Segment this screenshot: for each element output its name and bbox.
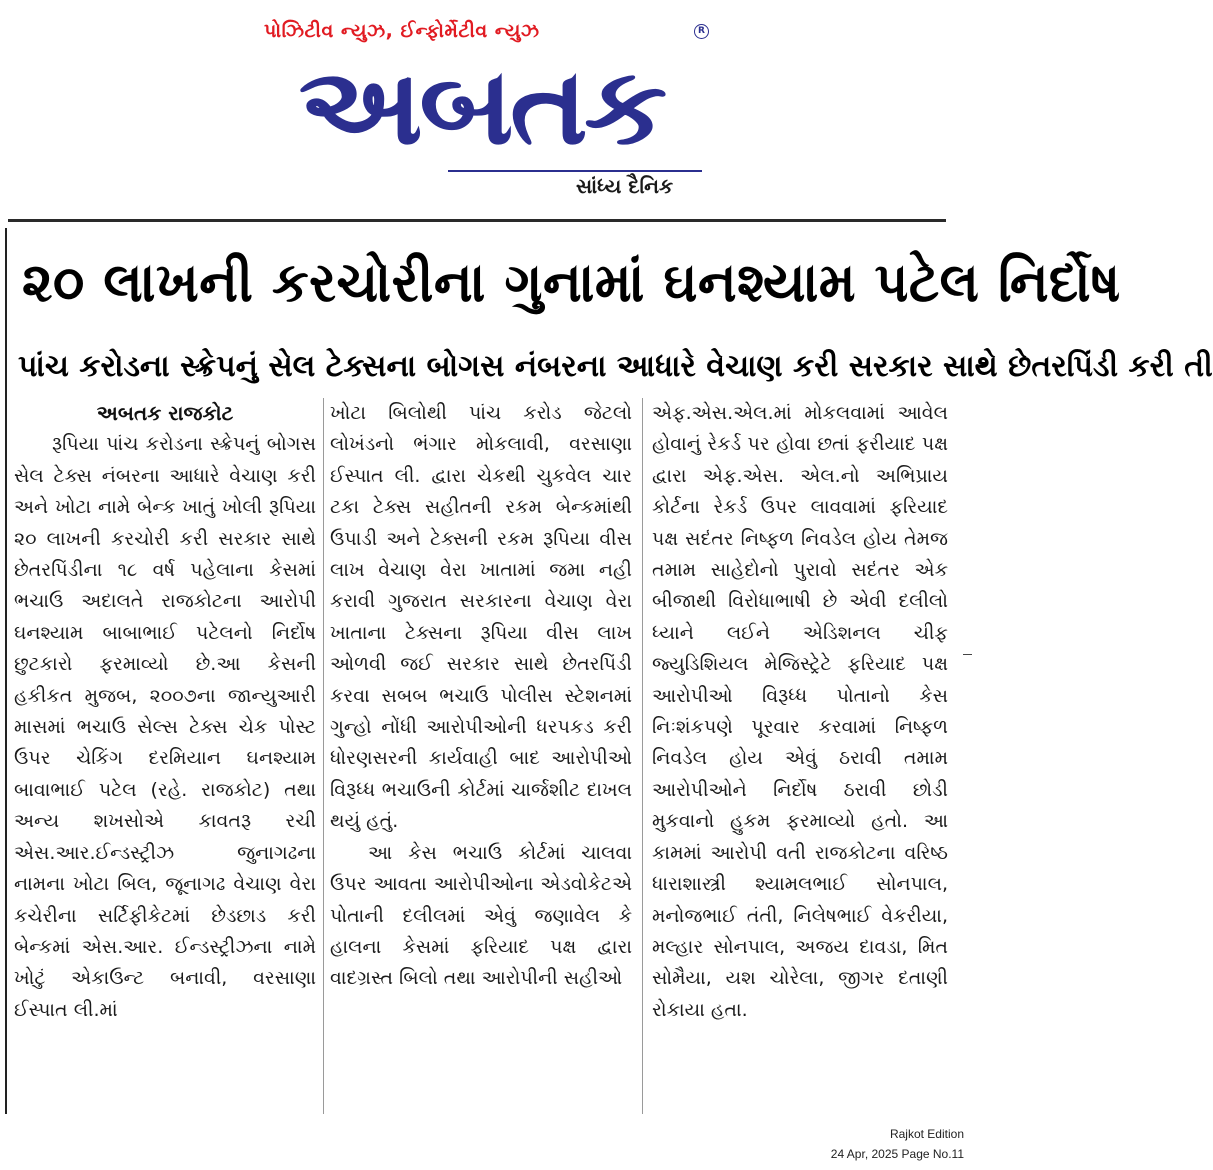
edition-type: સાંધ્ય દૈનિક (576, 174, 674, 198)
article-column-2 (330, 398, 632, 995)
header-divider (8, 219, 946, 222)
column-2-paragraph: આ કેસ ભચાઉ કોર્ટમાં ચાલવા ઉપર આવતા આરોપીઓના એડવોકેટએ પોતાની દલીલમાં એવું જણાવેલ કે હાલના કેસમાં ફરિયાદ પક્ષ દ્વારા વાદગ્રસ્ત બિલો તથા આરોપીની સહીઓ (330, 841, 632, 990)
column-3-paragraph: એફ.એસ.એલ.માં મોકલવામાં આવેલ હોવાનું રેકર્ડ પર હોવા છતાં ફરીયાદ પક્ષ દ્વારા એફ.એસ. એલ.નો અભિપ્રાય કોર્ટના રેકર્ડ ઉપર લાવવામાં ફરિયાદ પક્ષ સદંતર નિષ્ફળ નિવડેલ હોય તેમજ તમામ સાહેદોનો પુરાવો સદંતર એક બીજાથી વિરોધાભાષી છે એવી દલીલો ધ્યાને લઈને એડિશનલ ચીફ જ્યુડિશિયલ મેજિસ્ટ્રેટે ફરિયાદ પક્ષ આરોપીઓ વિરૂધ્ધ પોતાનો કેસ નિઃશંકપણે પૂરવાર કરવામાં નિષ્ફળ નિવડેલ હોય એવું ઠરાવી તમામ આરોપીઓને નિર્દોષ ઠરાવી છોડી મુકવાનો હુકમ ફરમાવ્યો હતો. આ કામમાં આરોપી વતી રાજકોટના વરિષ્ઠ ધારાશાસ્ત્રી શ્યામલભાઈ સોનપાલ, મનોજભાઈ તંતી, નિલેષભાઈ વેકરીયા, મલ્હાર સોનપાલ, અજય દાવડા, મિત સોમૈયા, યશ ચોરેલા, જીગર દતાણી રોકાયા હતા. (652, 402, 948, 1021)
article-column-3 (652, 398, 948, 1026)
column-2-paragraph: ખોટા બિલોથી પાંચ કરોડ જેટલો લોખંડનો ભંગાર મોકલાવી, વરસાણા ઈસ્પાત લી. દ્વારા ચેકથી ચુકવેલ ચાર ટકા ટેક્સ સહીતની રકમ બેન્કમાંથી ઉપાડી અને ટેક્સની રકમ રૂપિયા વીસ લાખ વેચાણ વેરા ખાતામાં જમા નહી કરાવી ગુજરાત સરકારના વેચાણ વેરા ખાતાના ટેક્સના રૂપિયા વીસ લાખ ઓળવી જઈ સરકાર સાથે છેતરપિંડી કરવા સબબ ભચાઉ પોલીસ સ્ટેશનમાં ગુન્હો નોંધી આરોપીઓની ધરપકડ કરી ધોરણસરની કાર્યવાહી બાદ આરોપીઓ વિરૂધ્ધ ભચાઉની કોર્ટમાં ચાર્જશીટ દાખલ થયું હતું. (330, 402, 632, 833)
footer-date-page: 24 Apr, 2025 Page No.11 (830, 1147, 964, 1161)
left-border (5, 228, 7, 1114)
masthead-underline (448, 170, 702, 172)
article-byline: અબતક રાજકોટ (96, 401, 234, 425)
column-divider (642, 398, 643, 1114)
masthead (258, 14, 708, 204)
right-edge-mark (963, 654, 972, 655)
registered-trademark-icon: R (694, 24, 709, 39)
article-headline: ૨૦ લાખની કરચોરીના ગુનામાં ઘનશ્યામ પટેલ નિર્દોષ (22, 251, 1121, 315)
page-footer (831, 1124, 964, 1164)
article-column-1 (14, 398, 316, 1026)
masthead-tagline: પોઝિટીવ ન્યુઝ, ઈન્ફોર્મેટીવ ન્યુઝ (264, 20, 540, 42)
newspaper-logo: અબતક (298, 43, 664, 169)
column-1-paragraph: રૂપિયા પાંચ કરોડના સ્ક્રેપનું બોગસ સેલ ટેક્સ નંબરના આધારે વેચાણ કરી અને ખોટા નામે બેન્ક ખાતું ખોલી રૂપિયા ૨૦ લાખની કરચોરી કરી સરકાર સાથે છેતરપિંડીના ૧૮ વર્ષ પહેલાના કેસમાં ભચાઉ અદાલતે રાજકોટના આરોપી ઘનશ્યામ બાબાભાઈ પટેલનો નિર્દોષ છુટકારો ફરમાવ્યો છે.આ કેસની હકીકત મુજબ, ૨૦૦૭ના જાન્યુઆરી માસમાં ભચાઉ સેલ્સ ટેક્સ ચેક પોસ્ટ ઉપર ચેકિંગ દરમિયાન ઘનશ્યામ બાવાભાઈ પટેલ (રહે. રાજકોટ) તથા અન્ય શખસોએ કાવતરૂ રચી એસ.આર.ઈન્ડસ્ટ્રીઝ જુનાગઢના નામના ખોટા બિલ, જૂનાગઢ વેચાણ વેરા કચેરીના સર્ટિફીકેટમાં છેડછાડ કરી બેન્કમાં એસ.આર. ઈન્ડસ્ટ્રીઝના નામે ખોટું એકાઉન્ટ બનાવી, વરસાણા ઈસ્પાત લી.માં (14, 433, 316, 1021)
article-subheadline: પાંચ કરોડના સ્ક્રેપનું સેલ ટેક્સના બોગસ નંબરના આધારે વેચાણ કરી સરકાર સાથે છેતરપિંડી કરી તી (18, 349, 1213, 384)
column-divider (323, 398, 324, 1114)
footer-edition: Rajkot Edition (889, 1127, 964, 1141)
